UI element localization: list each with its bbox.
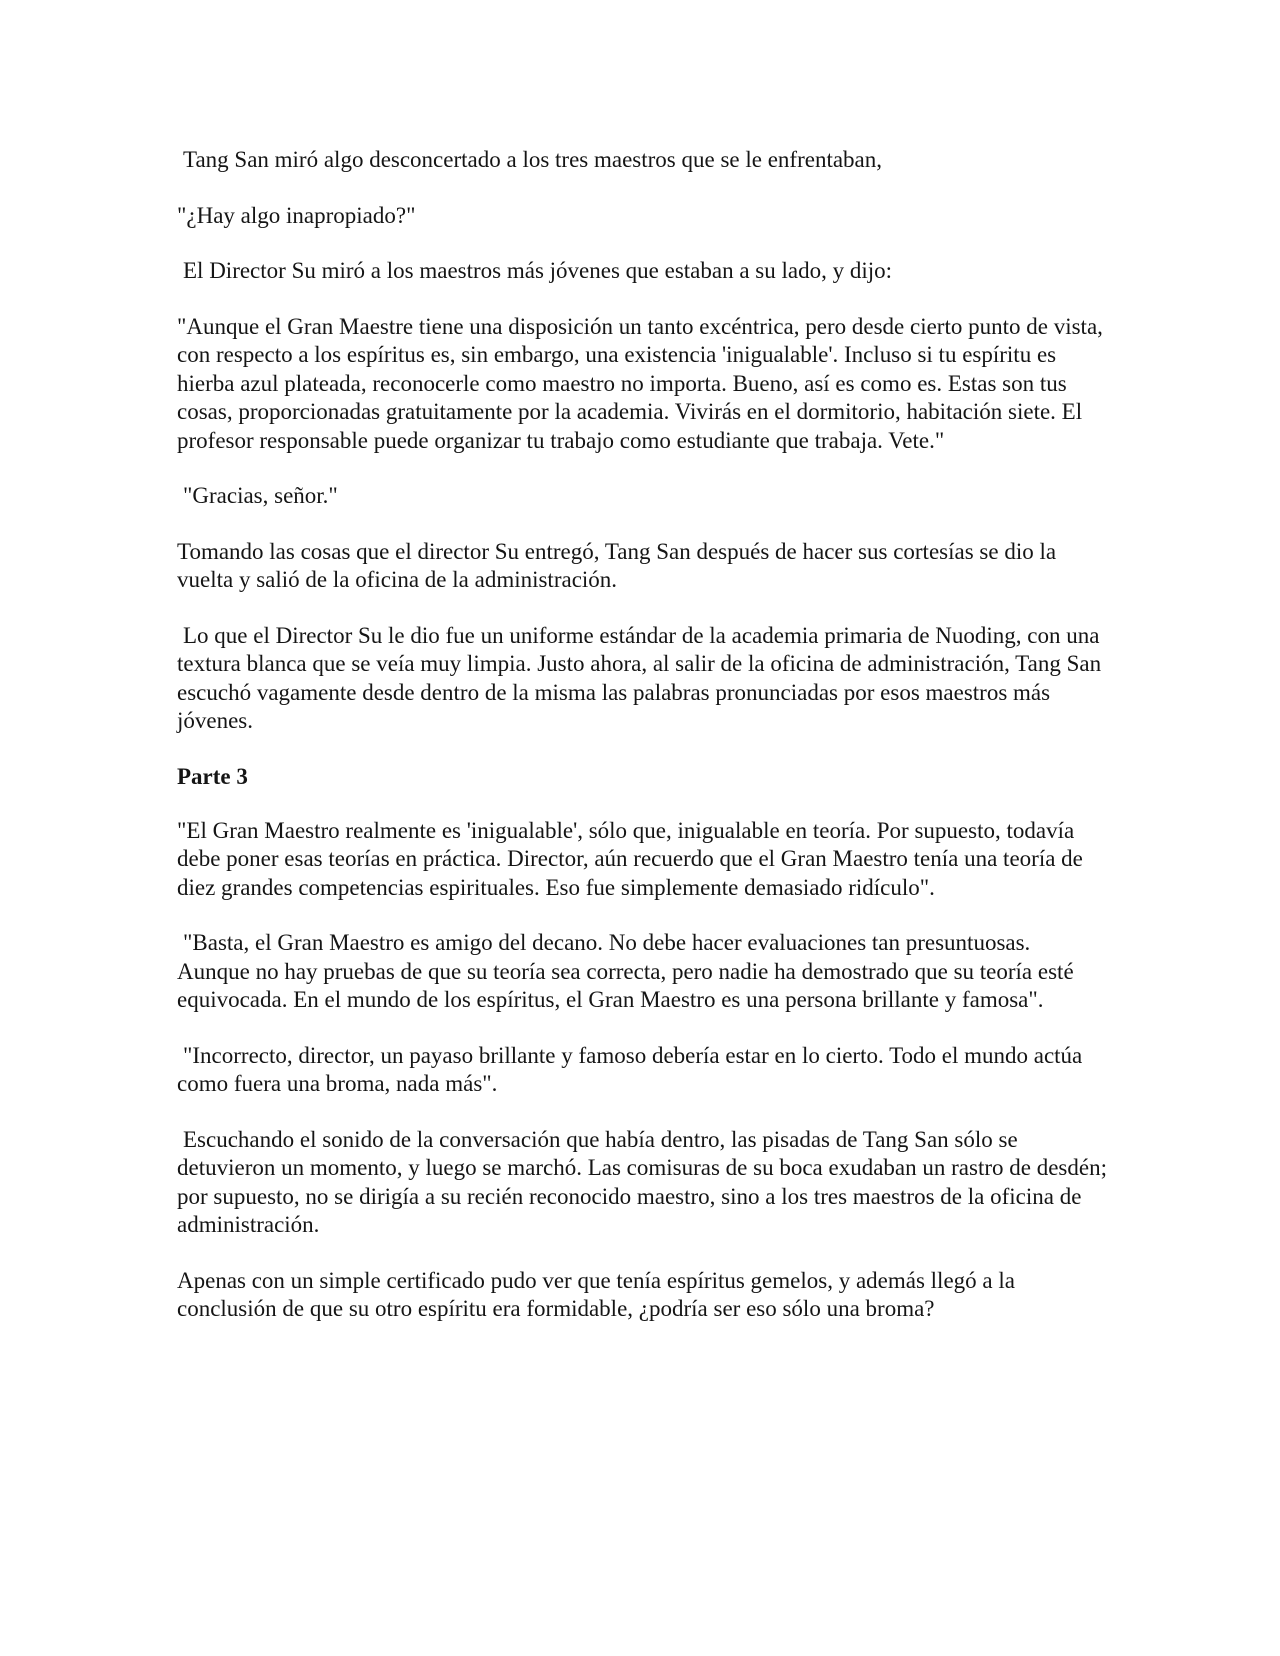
- paragraph: Apenas con un simple certificado pudo ver que tenía espíritus gemelos, y además llegó a la conclusión de que su otro espíritu era formidable, ¿podría ser eso sólo una broma?: [177, 1267, 1015, 1321]
- paragraph: "Incorrecto, director, un payaso brillante y famoso debería estar en lo cierto. Todo el mundo actúa como fuera una broma, nada más".: [177, 1042, 1083, 1096]
- document-body: [177, 146, 1107, 1351]
- paragraph: Escuchando el sonido de la conversación que había dentro, las pisadas de Tang San sólo se detuvieron un momento, y luego se marchó. Las comisuras de su boca exudaban un rastro de desdén; por supuesto, no se dirigía a su recién reconocido maestro, sino a los tres maestros de la oficina de administración.: [177, 1126, 1107, 1237]
- paragraph: Lo que el Director Su le dio fue un uniforme estándar de la academia primaria de Nuoding, con una textura blanca que se veía muy limpia. Justo ahora, al salir de la oficina de administración, Tang San escuchó vagamente desde dentro de la misma las palabras pronunciadas por esos maestros más jóvenes.: [177, 622, 1102, 733]
- paragraph: "Aunque el Gran Maestre tiene una disposición un tanto excéntrica, pero desde cierto punto de vista, con respecto a los espíritus es, sin embargo, una existencia 'inigualable'. Incluso si tu espíritu es hierba azul plateada, reconocerle como maestro no importa. Bueno, así es como es. Estas son tus cosas, proporcionadas gratuitamente por la academia. Vivirás en el dormitorio, habitación siete. El profesor responsable puede organizar tu trabajo como estudiante que trabaja. Vete.": [177, 313, 1103, 453]
- paragraph: El Director Su miró a los maestros más jóvenes que estaban a su lado, y dijo:: [183, 258, 893, 283]
- paragraph: "El Gran Maestro realmente es 'inigualable', sólo que, inigualable en teoría. Por supuesto, todavía debe poner esas teorías en práctica. Director, aún recuerdo que el Gran Maestro tenía una teoría de diez grandes competencias espirituales. Eso fue simplemente demasiado ridículo".: [177, 817, 1083, 900]
- paragraph: "¿Hay algo inapropiado?": [177, 202, 416, 228]
- paragraph: Tomando las cosas que el director Su entregó, Tang San después de hacer sus cortesías se dio la vuelta y salió de la oficina de la administración.: [177, 538, 1057, 592]
- paragraph: "Gracias, señor.": [183, 483, 338, 508]
- section-heading: Parte 3: [177, 763, 248, 789]
- paragraph: "Basta, el Gran Maestro es amigo del decano. No debe hacer evaluaciones tan presuntuosas. Aunque no hay pruebas de que su teoría sea correcta, pero nadie ha demostrado que su teoría esté equivocada. En el mundo de los espíritus, el Gran Maestro es una persona brillante y famosa".: [177, 930, 1074, 1012]
- paragraph: Tang San miró algo desconcertado a los tres maestros que se le enfrentaban,: [183, 147, 883, 172]
